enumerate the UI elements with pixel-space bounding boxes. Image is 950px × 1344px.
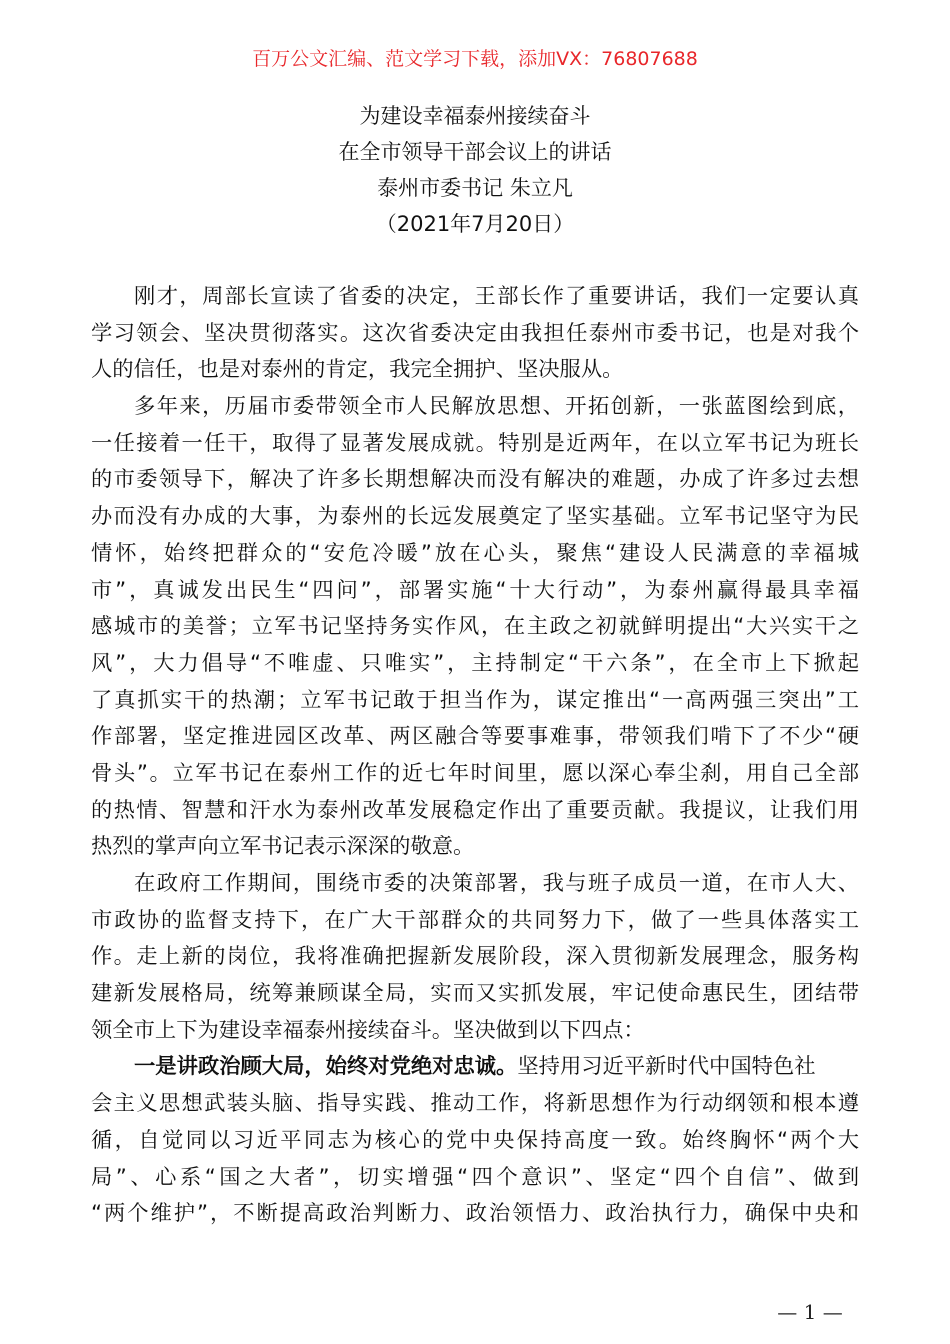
text-line: 热烈的掌声向立军书记表示深深的敬意。 <box>91 834 475 860</box>
text-line: 办而没有办成的大事，为泰州的长远发展奠定了坚实基础。立军书记坚守为民 <box>91 504 859 530</box>
document-title: 为建设幸福泰州接续奋斗 <box>359 104 591 128</box>
section-heading: 一是讲政治顾大局，始终对党绝对忠诚。 <box>134 1054 518 1080</box>
text-line: 循，自觉同以习近平同志为核心的党中央保持高度一致。始终胸怀“两个大 <box>91 1127 859 1153</box>
document-body <box>91 279 859 1233</box>
text-line: 人的信任，也是对泰州的肯定，我完全拥护、坚决服从。 <box>91 357 624 383</box>
document-date: （2021年7月20日） <box>375 212 575 236</box>
text-line: 骨头”。立军书记在泰州工作的近七年时间里，愿以深心奉尘刹，用自己全部 <box>91 760 859 786</box>
text-line: 领全市上下为建设幸福泰州接续奋斗。坚决做到以下四点： <box>91 1017 645 1043</box>
text-line: 作部署，坚定推进园区改革、两区融合等要事难事，带领我们啃下了不少“硬 <box>91 724 859 750</box>
page-number: — 1 — <box>777 1300 843 1324</box>
text-line: 学习领会、坚决贯彻落实。这次省委决定由我担任泰州市委书记，也是对我个 <box>91 320 859 346</box>
text-line: 局”、心系“国之大者”，切实增强“四个意识”、坚定“四个自信”、做到 <box>91 1164 859 1190</box>
text-line: 一任接着一任干，取得了显著发展成就。特别是近两年，在以立军书记为班长 <box>91 430 859 456</box>
text-line: “两个维护”，不断提高政治判断力、政治领悟力、政治执行力，确保中央和 <box>91 1201 859 1227</box>
text-line: 多年来，历届市委带领全市人民解放思想、开拓创新，一张蓝图绘到底， <box>134 394 859 420</box>
section-text: 坚持用习近平新时代中国特色社 <box>517 1054 816 1080</box>
text-line: 在政府工作期间，围绕市委的决策部署，我与班子成员一道，在市人大、 <box>134 871 859 896</box>
document-header <box>0 98 950 242</box>
document-subtitle: 在全市领导干部会议上的讲话 <box>338 140 612 164</box>
promo-banner: 百万公文汇编、范文学习下载，添加VX：76807688 <box>252 48 698 70</box>
text-line: 作。走上新的岗位，我将准确把握新发展阶段，深入贯彻新发展理念，服务构 <box>91 944 859 970</box>
text-line <box>91 1049 859 1086</box>
document-author: 泰州市委书记 朱立凡 <box>377 176 573 200</box>
text-line: 刚才，周部长宣读了省委的决定，王部长作了重要讲话，我们一定要认真 <box>134 284 859 309</box>
text-line: 的市委领导下，解决了许多长期想解决而没有解决的难题，办成了许多过去想 <box>91 467 859 493</box>
text-line: 市”，真诚发出民生“四问”，部署实施“十大行动”，为泰州赢得最具幸福 <box>91 577 859 603</box>
text-line: 建新发展格局，统筹兼顾谋全局，实而又实抓发展，牢记使命惠民生，团结带 <box>91 981 859 1007</box>
text-line: 的热情、智慧和汗水为泰州改革发展稳定作出了重要贡献。我提议，让我们用 <box>91 797 859 823</box>
text-line: 了真抓实干的热潮；立军书记敢于担当作为，谋定推出“一高两强三突出”工 <box>91 687 859 713</box>
text-line: 情怀，始终把群众的“安危冷暖”放在心头，聚焦“建设人民满意的幸福城 <box>91 540 859 566</box>
text-line: 感城市的美誉；立军书记坚持务实作风，在主政之初就鲜明提出“大兴实干之 <box>91 614 859 640</box>
text-line: 会主义思想武装头脑、指导实践、推动工作，将新思想作为行动纲领和根本遵 <box>91 1091 859 1117</box>
text-line: 市政协的监督支持下，在广大干部群众的共同努力下，做了一些具体落实工 <box>91 907 859 933</box>
text-line: 风”，大力倡导“不唯虚、只唯实”，主持制定“干六条”，在全市上下掀起 <box>91 650 859 676</box>
